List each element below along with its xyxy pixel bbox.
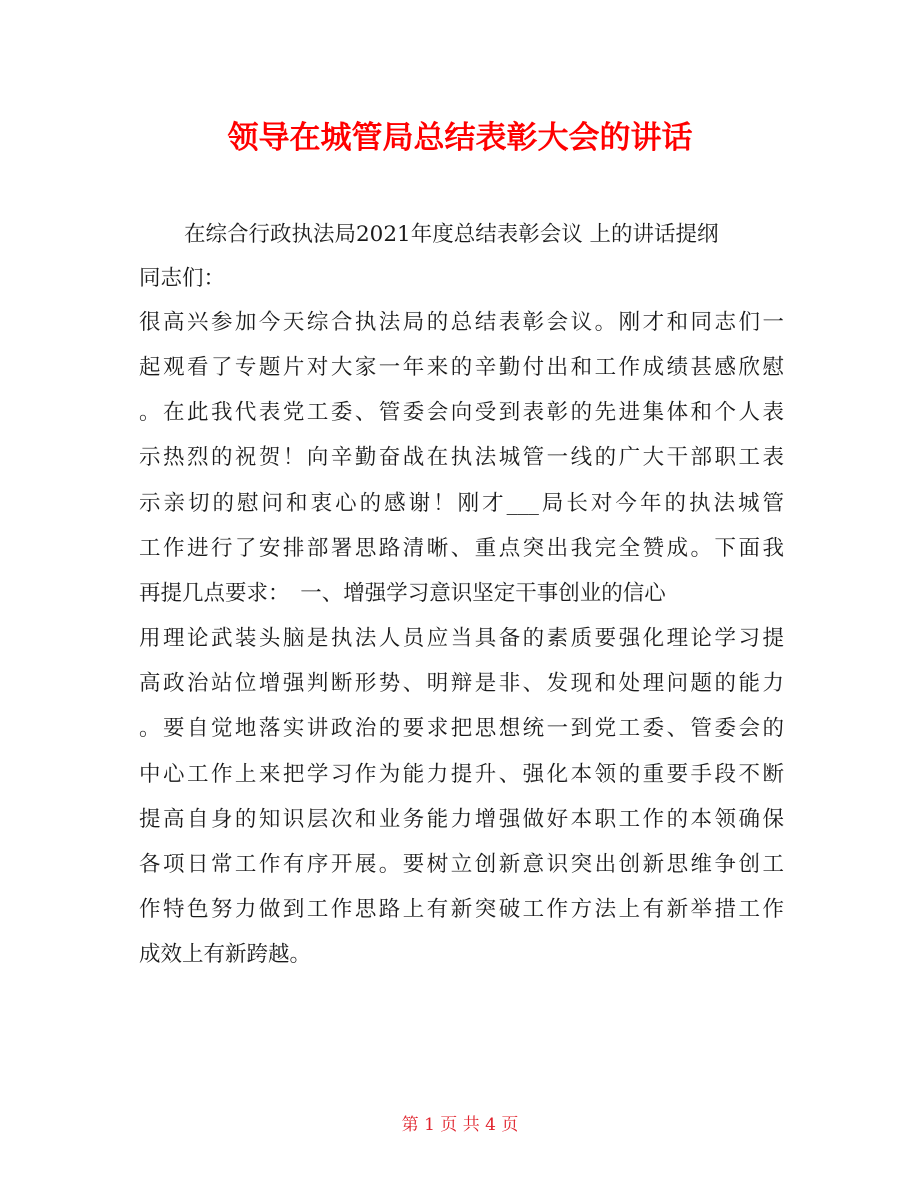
body-line: 。在此我代表党工委、管委会向受到表彰的先进集体和个人表: [139, 400, 784, 425]
body-line: 。要自觉地落实讲政治的要求把思想统一到党工委、管委会的: [139, 716, 784, 741]
body-line: 提高自身的知识层次和业务能力增强做好本职工作的本领确保: [139, 807, 784, 832]
document-title: 领导在城管局总结表彰大会的讲话: [227, 120, 693, 156]
body-line: 示热烈的祝贺！向辛勤奋战在执法城管一线的广大干部职工表: [139, 445, 784, 470]
body-line: 再提几点要求： 一、增强学习意识坚定干事创业的信心: [139, 581, 666, 606]
body-line: 起观看了专题片对大家一年来的辛勤付出和工作成绩甚感欣慰: [139, 355, 784, 380]
page-number-footer: 第 1 页 共 4 页: [401, 1115, 519, 1135]
body-line: 用理论武装头脑是执法人员应当具备的素质要强化理论学习提: [139, 626, 784, 651]
body-line: 工作进行了安排部署思路清晰、重点突出我完全赞成。下面我: [139, 536, 784, 561]
body-line: 同志们：: [139, 266, 226, 291]
body-line: 很高兴参加今天综合执法局的总结表彰会议。刚才和同志们一: [139, 310, 784, 335]
body-line: 中心工作上来把学习作为能力提升、强化本领的重要手段不断: [139, 762, 784, 787]
body-line: 示亲切的慰问和衷心的感谢！刚才___局长对今年的执法城管: [139, 491, 784, 516]
body-line: 各项日常工作有序开展。要树立创新意识突出创新思维争创工: [139, 852, 784, 877]
body-line: 成效上有新跨越。: [139, 942, 312, 967]
body-line: 作特色努力做到工作思路上有新突破工作方法上有新举措工作: [139, 897, 784, 922]
body-line: 高政治站位增强判断形势、明辩是非、发现和处理问题的能力: [139, 671, 784, 696]
body-line: 在综合行政执法局2021年度总结表彰会议 上的讲话提纲: [184, 222, 719, 247]
